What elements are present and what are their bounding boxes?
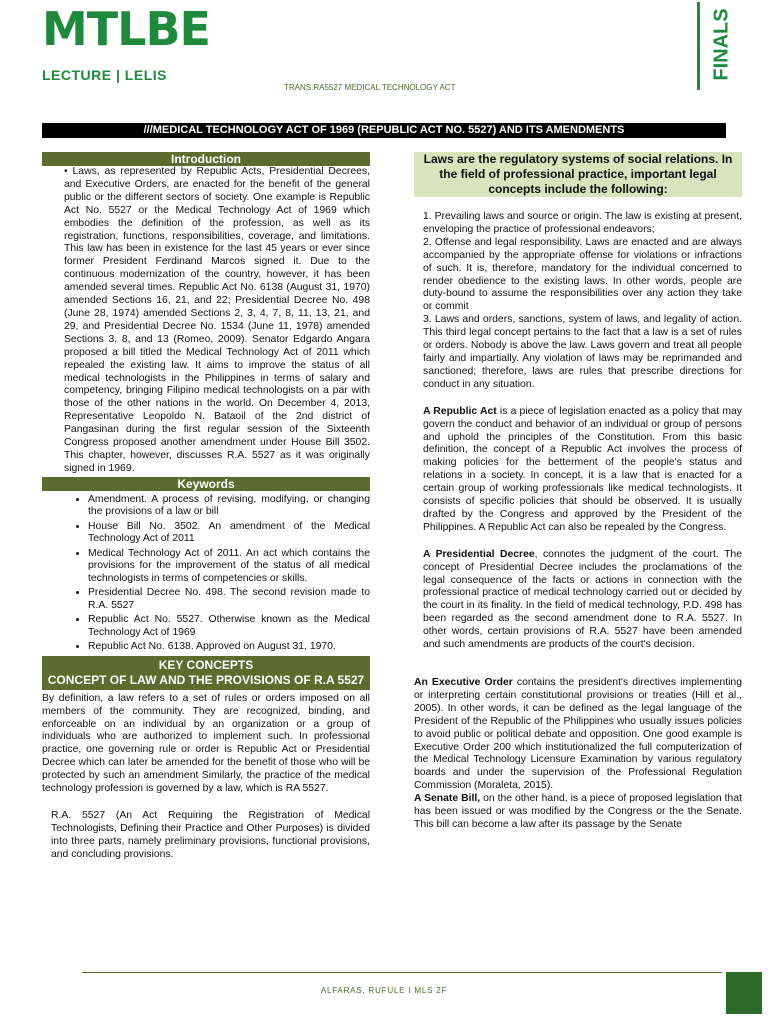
executive-order-text: contains the president's directives implementing or interpreting certain constitutional provisions or treaties (Hill et al., 2005). In other words, it can be defined as the legal language of the President of the Republic of the Philippines who usually issues policies to avoid public or political debate and opposition. One good example is Executive Order 200 which institutionalized the full computerization of the Medical Technology Licensure Examination by various regulatory boards and under the supervision of the Professional Regulation Commission (Moraleta, 2015).	[414, 677, 742, 792]
executive-order-term: An Executive Order	[414, 677, 513, 688]
footer-rule	[82, 972, 722, 973]
presidential-decree-paragraph	[414, 549, 742, 652]
right-column	[414, 152, 742, 832]
ra-text: R.A. 5527 (An Act Requiring the Registration of Medical Technologists, Defining their Practice and Other Purposes) is divided into three parts, namely preliminary provisions, functional provisions, and concluding provisions.	[51, 810, 370, 860]
left-column	[42, 152, 370, 862]
concept-heading: CONCEPT OF LAW AND THE PROVISIONS OF R.A 5527	[47, 672, 365, 687]
presidential-decree-term: A Presidential Decree	[423, 548, 535, 560]
key-concepts-banner	[42, 656, 370, 690]
senate-bill-term: A Senate Bill,	[414, 793, 481, 805]
header-divider	[697, 2, 700, 90]
republic-act-term: A Republic Act	[423, 405, 497, 417]
senate-bill-text: on the other hand, is a piece of proposed legislation that has been issued or was modified by the Congress or the the Senate. This bill can become a law after its passage by the Senate	[414, 793, 742, 830]
republic-act-text: is a piece of legislation enacted as a policy that may govern the conduct and behavior of an individual or group of persons and uphold the principles of the Constitution. From this basic definition, the concept of a Republic Act involves the process of making policies for the betterment of the people's status and relations in a society. In concept, it is a law that is enacted for a certain group of working professionals like medical technologists. It consists of specific policies that should be observed. It is usually drafted by the Congress and approved by the President of the Philippines. A Republic Act can also be repealed by the Congress.	[423, 405, 742, 533]
footer-author: ALFARAS, RUFULE I MLS 2F	[320, 986, 448, 995]
intro-text: • Laws, as represented by Republic Acts, Presidential Decrees, and Executive Orders, are enacted for the benefit of the general public or the different sectors of society. One example is Republic Act No. 5527 or the Medical Technology Act of 1969 which embodies the definition of the profession, as well as its registration, functions, responsibilities, coverage, and limitations. This law has been in existence for the last 45 years or ever since former President Ferdinand Marcos signed it. Due to the continuous modernization of the country, however, it has been amended several times. Republic Act No. 6138 (August 31, 1970) amended Sections 16, 21, and 22; Presidential Decree No. 498 (June 28, 1974) amended Sections 2, 3, 4, 7, 8, 11, 13, 21, and 29, and Presidential Decree No. 1534 (June 11, 1978) amended Sections 3, 8, and 13 (Romeo, 2009). Senator Edgardo Angara proposed a bill titled the Medical Technology Act of 2011 which repealed the existing law. It aims to improve the status of all medical technologists in the Philippines in terms of salary and competency, bringing Filipino medical technologists on a par with those of the other nations in the world. On December 4, 2013, Representative Leopoldo N. Bataoil of the 2nd district of Pangasinan during the first regular session of the Sixteenth Congress proposed another amendment under House Bill 3502. This chapter, however, discusses R.A. 5527 as it was originally signed in 1969.	[64, 166, 370, 474]
lecture-subtitle: LECTURE | LELIS	[42, 67, 167, 83]
list-item: • Medical Technology Act of 2011. An act which contains the provisions for the improvement of the status of all medical technologists in terms of competencies or skills.	[88, 548, 370, 586]
presidential-decree-text: , connotes the judgment of the court. The concept of Presidential Decree includes the proclamations of the legal consequence of the facts or actions in connection with the professional practice of medical technology carried out or decided by the court in its finality. In the field of medical technology, P.D. 498 has been regarded as the second amendment done to R.A. 5527. In other words, certain provisions of R.A. 5527 have been amended and such amendments are products of the court's decision.	[423, 548, 742, 651]
list-item: • Republic Act No. 6138. Approved on August 31, 1970.	[88, 641, 370, 654]
list-item: • Amendment. A process of revising, modifying, or changing the provisions of a law or bill	[88, 494, 370, 519]
concept-item-3: 3. Laws and orders, sanctions, system of laws, and legality of action. This third legal concept pertains to the fact that a law is a set of rules or orders. Nobody is above the law. Laws govern and treat all people fairly and impartially. Any violation of laws may be reprimanded and sanctioned; therefore, laws are rules that prescribe directions for conduct in any situation.	[423, 314, 742, 390]
intro-heading: Introduction	[42, 152, 370, 166]
finals-tab	[704, 4, 740, 84]
concept-item-1: 1. Prevailing laws and source or origin. The law is existing at present, enveloping the practice of professional endeavors;	[423, 211, 742, 235]
key-concepts-heading: KEY CONCEPTS	[158, 657, 254, 672]
list-item: • House Bill No. 3502. An amendment of the Medical Technology Act of 2011	[88, 521, 370, 546]
legal-concepts-box: Laws are the regulatory systems of social relations. In the field of professional practice, important legal concepts include the following:	[414, 152, 742, 197]
footer-corner-block	[726, 972, 762, 1014]
list-item: • Republic Act No. 5527. Otherwise known as the Medical Technology Act of 1969	[88, 614, 370, 639]
trans-label: TRANS:RA5527 MEDICAL TECHNOLOGY ACT	[284, 83, 456, 92]
keywords-heading: Keywords	[42, 477, 370, 491]
executive-order-paragraph	[414, 677, 742, 793]
list-item: • Presidential Decree No. 498. The second revision made to R.A. 5527	[88, 587, 370, 612]
concept-item-2: 2. Offense and legal responsibility. Laws are enacted and are always accompanied by the appropriate offense for violations or infractions of such. It is, therefore, mandatory for the individual concerned to render obedience to the existing laws. In other words, people are duty-bound to assume the responsibilities over any action they take or commit	[423, 236, 742, 313]
senate-bill-paragraph	[414, 793, 742, 832]
keywords-list	[42, 494, 370, 654]
document-title: ///MEDICAL TECHNOLOGY ACT OF 1969 (REPUBLIC ACT NO. 5527) AND ITS AMENDMENTS	[42, 123, 726, 138]
finals-label: FINALS	[710, 7, 733, 81]
logo: MTLBE	[42, 2, 210, 56]
concept-text: By definition, a law refers to a set of rules or orders imposed on all members of the community. They are recognized, binding, and enforceable on an individual by an organization or a group of individuals who are authorized to implement such. In professional practice, one governing rule or order is Republic Act or Presidential Decree which can later be amended for the benefit of those who will be protected by such an amendment Similarly, the practice of the medical technology profession is governed by a law, which is RA 5527.	[42, 692, 370, 795]
republic-act-paragraph	[414, 406, 742, 535]
